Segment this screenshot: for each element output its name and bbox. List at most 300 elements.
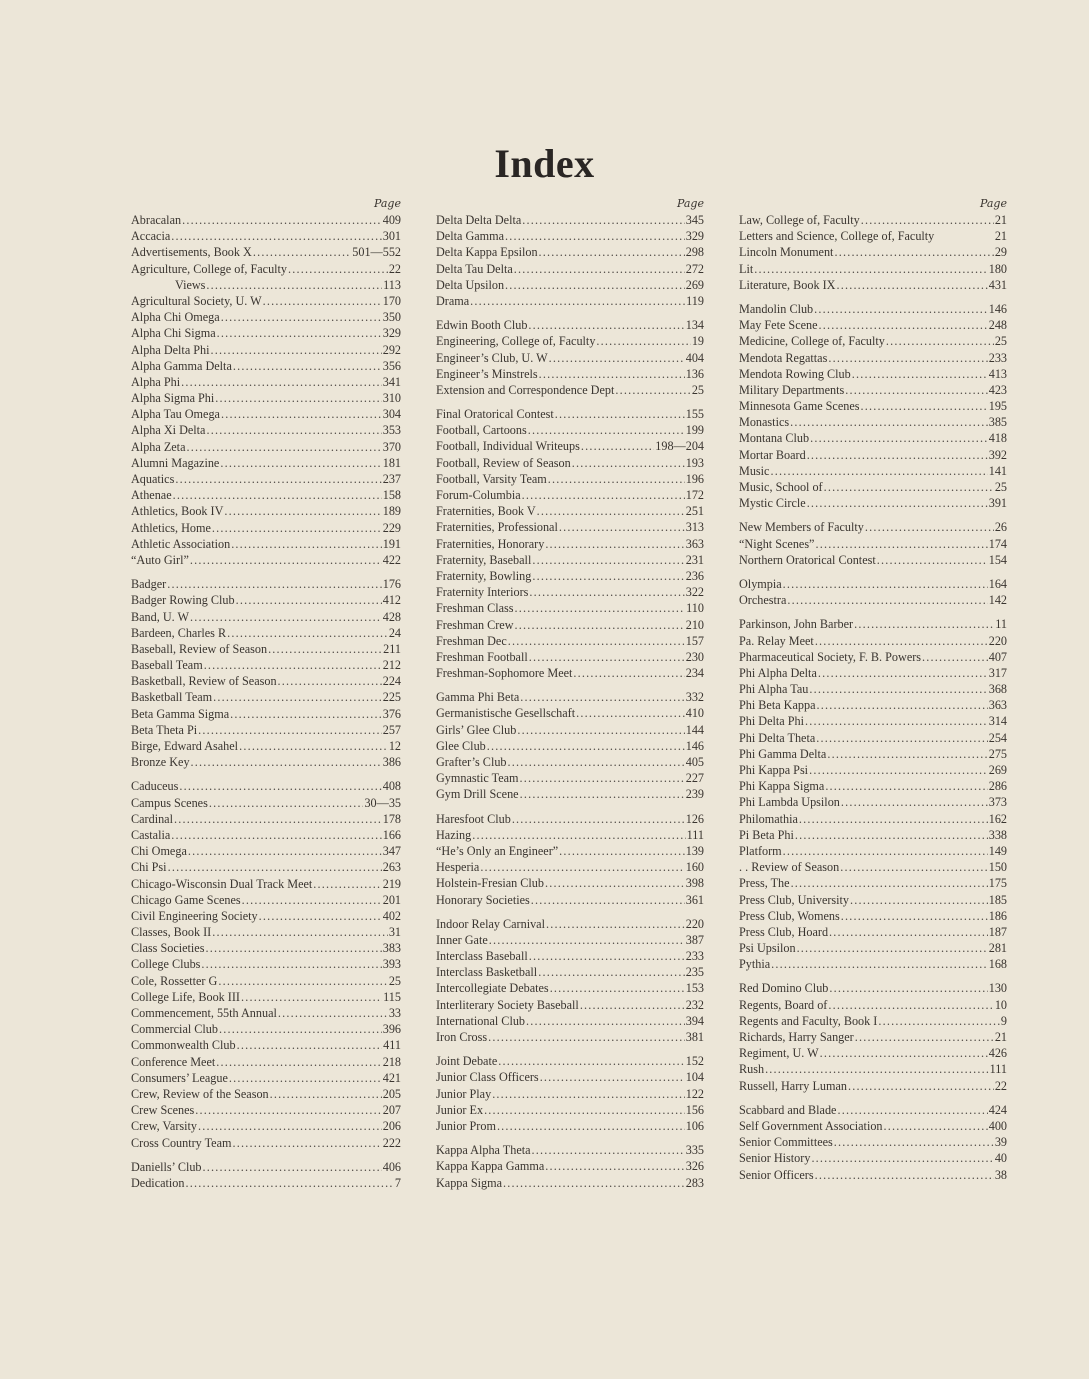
dot-leader bbox=[840, 859, 988, 875]
dot-leader bbox=[884, 1118, 988, 1134]
entry-page-number: 141 bbox=[988, 463, 1007, 478]
entry-name: Inner Gate bbox=[436, 932, 488, 947]
dot-leader bbox=[790, 414, 988, 430]
index-entry bbox=[131, 673, 401, 689]
index-entry bbox=[131, 390, 401, 406]
entry-name: Alpha Zeta bbox=[131, 439, 186, 454]
entry-name: Press Club, University bbox=[739, 892, 850, 907]
entry-name: Accacia bbox=[131, 229, 171, 244]
index-entry bbox=[436, 1069, 704, 1085]
entry-page-number: 230 bbox=[685, 649, 704, 664]
dot-leader bbox=[313, 876, 381, 892]
dot-leader bbox=[548, 471, 685, 487]
dot-leader bbox=[576, 705, 685, 721]
index-entry bbox=[739, 1134, 1007, 1150]
index-entry bbox=[131, 1118, 401, 1134]
dot-leader bbox=[497, 1118, 685, 1134]
entry-page-number: 404 bbox=[685, 350, 704, 365]
index-entry bbox=[436, 212, 704, 228]
index-entry bbox=[739, 713, 1007, 729]
dot-leader bbox=[546, 916, 685, 932]
index-entry bbox=[436, 503, 704, 519]
entry-page-number: 206 bbox=[382, 1119, 401, 1134]
dot-leader bbox=[505, 277, 685, 293]
entry-page-number: 338 bbox=[988, 827, 1007, 842]
dot-leader bbox=[861, 212, 994, 228]
entry-name: Agriculture, College of, Faculty bbox=[131, 261, 288, 276]
group-spacer bbox=[436, 309, 704, 317]
entry-page-number: 317 bbox=[988, 665, 1007, 680]
index-entry bbox=[739, 1061, 1007, 1077]
entry-page-number: 413 bbox=[988, 366, 1007, 381]
dot-leader bbox=[865, 519, 994, 535]
entry-name: Montana Club bbox=[739, 431, 810, 446]
entry-page-number: 211 bbox=[383, 641, 401, 656]
dot-leader bbox=[488, 1029, 685, 1045]
index-entry bbox=[739, 366, 1007, 382]
index-entry bbox=[131, 374, 401, 390]
entry-page-number: 407 bbox=[988, 649, 1007, 664]
index-entry bbox=[739, 1150, 1007, 1166]
dot-leader bbox=[815, 1167, 994, 1183]
index-entry bbox=[131, 892, 401, 908]
entry-name: Football, Varsity Team bbox=[436, 471, 547, 486]
entry-page-number: 22 bbox=[994, 1078, 1007, 1093]
index-entry bbox=[131, 1135, 401, 1151]
index-entry bbox=[436, 786, 704, 802]
entry-name: Bronze Key bbox=[131, 755, 190, 770]
index-entry bbox=[739, 333, 1007, 349]
entry-page-number: 345 bbox=[685, 213, 704, 227]
dot-leader bbox=[573, 665, 684, 681]
page-column-header: Page bbox=[676, 197, 704, 210]
entry-page-number: 158 bbox=[382, 488, 401, 503]
entry-page-number: 111 bbox=[686, 827, 704, 842]
dot-leader bbox=[484, 1102, 685, 1118]
entry-name: Cole, Rossetter G bbox=[131, 973, 218, 988]
entry-page-number: 283 bbox=[685, 1175, 704, 1190]
index-entry bbox=[131, 1159, 401, 1175]
entry-name: Russell, Harry Luman bbox=[739, 1078, 847, 1093]
dot-leader bbox=[168, 859, 382, 875]
index-entry bbox=[436, 1013, 704, 1029]
index-entry bbox=[739, 1102, 1007, 1118]
entry-page-number: 234 bbox=[685, 666, 704, 681]
dot-leader bbox=[219, 1021, 382, 1037]
entry-name: Fraternity Interiors bbox=[436, 585, 529, 600]
dot-leader bbox=[472, 827, 685, 843]
entry-name: Crew, Varsity bbox=[131, 1119, 198, 1134]
entry-page-number: 363 bbox=[988, 698, 1007, 713]
dot-leader bbox=[531, 892, 685, 908]
entry-page-number: 376 bbox=[382, 706, 401, 721]
index-entry bbox=[739, 430, 1007, 446]
dot-leader bbox=[855, 1029, 994, 1045]
entry-name: Parkinson, John Barber bbox=[739, 617, 854, 632]
dot-leader bbox=[278, 673, 382, 689]
entry-page-number: 426 bbox=[988, 1046, 1007, 1061]
entry-name: Junior Ex bbox=[436, 1102, 484, 1117]
entry-name: Phi Kappa Psi bbox=[739, 763, 809, 777]
entry-page-number: 106 bbox=[685, 1118, 704, 1133]
dot-leader bbox=[532, 552, 684, 568]
entry-page-number: 431 bbox=[988, 277, 1007, 292]
dot-leader bbox=[814, 301, 988, 317]
entry-name: Junior Play bbox=[436, 1086, 492, 1101]
dot-leader bbox=[805, 713, 988, 729]
entry-name: Commonwealth Club bbox=[131, 1038, 236, 1053]
entry-name: Alpha Xi Delta bbox=[131, 423, 206, 438]
index-entry bbox=[739, 519, 1007, 535]
entry-page-number: 119 bbox=[686, 293, 704, 308]
index-entry bbox=[436, 722, 704, 738]
dot-leader bbox=[815, 633, 988, 649]
index-entry bbox=[739, 463, 1007, 479]
entry-name: Fraternities, Professional bbox=[436, 520, 558, 535]
dot-leader bbox=[818, 665, 988, 681]
index-entry bbox=[436, 277, 704, 293]
index-entry bbox=[131, 1070, 401, 1086]
dot-leader bbox=[198, 722, 382, 738]
entry-name: Advertisements, Book X bbox=[131, 245, 252, 260]
entry-page-number: 424 bbox=[988, 1102, 1007, 1117]
entry-page-number: 396 bbox=[382, 1022, 401, 1037]
dot-leader bbox=[236, 592, 382, 608]
entry-name: Freshman Crew bbox=[436, 617, 514, 632]
dot-leader bbox=[227, 625, 388, 641]
entry-page-number: 170 bbox=[382, 293, 401, 308]
index-entry bbox=[131, 358, 401, 374]
entry-name: Commercial Club bbox=[131, 1022, 218, 1037]
entry-name: Press Club, Womens bbox=[739, 908, 840, 923]
index-entry bbox=[131, 552, 401, 568]
entry-name: Alpha Phi bbox=[131, 374, 181, 389]
entry-name: Gamma Phi Beta bbox=[436, 690, 520, 705]
entry-page-number: 166 bbox=[382, 827, 401, 842]
entry-page-number: 275 bbox=[988, 746, 1007, 761]
entry-page-number: 205 bbox=[382, 1086, 401, 1101]
index-entry bbox=[739, 794, 1007, 810]
entry-name: Germanistische Gesellschaft bbox=[436, 706, 576, 721]
index-entry bbox=[436, 536, 704, 552]
dot-leader bbox=[230, 706, 382, 722]
dot-leader bbox=[190, 552, 382, 568]
page-column-header: Page bbox=[373, 197, 401, 210]
entry-page-number: 40 bbox=[994, 1151, 1007, 1166]
index-entry bbox=[739, 1029, 1007, 1045]
index-entry bbox=[131, 625, 401, 641]
entry-page-number: 29 bbox=[994, 245, 1007, 260]
dot-leader bbox=[827, 746, 987, 762]
entry-page-number: 26 bbox=[994, 520, 1007, 535]
entry-page-number: 19 bbox=[691, 334, 704, 349]
dot-leader bbox=[529, 948, 685, 964]
entry-page-number: 227 bbox=[685, 771, 704, 786]
entry-name: Holstein-Fresian Club bbox=[436, 876, 544, 891]
entry-name: Badger Rowing Club bbox=[131, 593, 235, 608]
entry-page-number: 181 bbox=[382, 455, 401, 470]
entry-name: Caduceus bbox=[131, 779, 179, 794]
entry-page-number: 373 bbox=[988, 795, 1007, 810]
entry-name: Fraternity, Baseball bbox=[436, 552, 532, 567]
dot-leader bbox=[783, 576, 988, 592]
dot-leader bbox=[512, 811, 685, 827]
index-entry bbox=[739, 1045, 1007, 1061]
index-column-3 bbox=[739, 196, 1007, 1183]
index-entry bbox=[131, 576, 401, 592]
entry-name: Medicine, College of, Faculty bbox=[739, 334, 885, 349]
entry-page-number: 263 bbox=[382, 860, 401, 875]
dot-leader bbox=[182, 212, 382, 228]
entry-name: Cross Country Team bbox=[131, 1135, 232, 1150]
entry-name: Senior Committees bbox=[739, 1135, 833, 1150]
dot-leader bbox=[783, 843, 988, 859]
entry-page-number: 310 bbox=[382, 391, 401, 406]
entry-page-number: 39 bbox=[994, 1135, 1007, 1150]
entry-name: Alpha Sigma Phi bbox=[131, 391, 215, 406]
entry-name: Kappa Kappa Gamma bbox=[436, 1159, 545, 1174]
entry-page-number: 219 bbox=[382, 876, 401, 891]
dot-leader bbox=[581, 438, 654, 454]
index-entry bbox=[131, 325, 401, 341]
dot-leader bbox=[229, 1070, 382, 1086]
index-entry bbox=[131, 503, 401, 519]
index-entry bbox=[131, 722, 401, 738]
index-entry bbox=[436, 293, 704, 309]
dot-leader bbox=[204, 657, 382, 673]
dot-leader bbox=[237, 1037, 383, 1053]
entry-name: May Fete Scene bbox=[739, 318, 818, 333]
dot-leader bbox=[795, 827, 988, 843]
index-entry bbox=[739, 997, 1007, 1013]
index-entry bbox=[739, 447, 1007, 463]
entry-page-number: 149 bbox=[988, 843, 1007, 858]
entry-page-number: 198—204 bbox=[655, 439, 704, 454]
entry-page-number: 257 bbox=[382, 722, 401, 737]
index-entry bbox=[739, 665, 1007, 681]
entry-page-number: 12 bbox=[388, 739, 401, 753]
dot-leader bbox=[480, 859, 684, 875]
entry-page-number: 220 bbox=[685, 916, 704, 931]
index-entry bbox=[436, 1175, 704, 1191]
entry-name: Athletics, Book IV bbox=[131, 504, 224, 519]
index-entry bbox=[436, 980, 704, 996]
dot-leader bbox=[807, 447, 988, 463]
entry-name: Delta Kappa Epsilon bbox=[436, 245, 538, 260]
dot-leader bbox=[253, 244, 351, 260]
entry-page-number: 392 bbox=[988, 447, 1007, 462]
index-entry bbox=[739, 875, 1007, 891]
index-entry bbox=[436, 827, 704, 843]
dot-leader bbox=[231, 536, 382, 552]
entry-name: Iron Cross bbox=[436, 1030, 488, 1044]
entry-page-number: 235 bbox=[685, 965, 704, 980]
entry-name: Agricultural Society, U. W bbox=[131, 293, 262, 308]
index-entry bbox=[436, 333, 704, 349]
dot-leader bbox=[198, 1118, 382, 1134]
index-entry bbox=[436, 584, 704, 600]
dot-leader bbox=[520, 770, 685, 786]
index-column-1 bbox=[131, 196, 401, 1191]
index-entry bbox=[131, 1054, 401, 1070]
entry-page-number: 21 bbox=[994, 229, 1007, 244]
dot-leader bbox=[191, 754, 382, 770]
entry-name: Mendota Rowing Club bbox=[739, 366, 851, 381]
entry-page-number: 232 bbox=[685, 997, 704, 1012]
entry-page-number: 356 bbox=[382, 358, 401, 373]
entry-page-number: 153 bbox=[685, 981, 704, 996]
entry-page-number: 233 bbox=[988, 350, 1007, 365]
dot-leader bbox=[848, 1078, 994, 1094]
index-entries bbox=[436, 212, 704, 1191]
dot-leader bbox=[754, 261, 988, 277]
index-entry bbox=[131, 706, 401, 722]
entry-name: Delta Delta Delta bbox=[436, 213, 522, 227]
index-entry bbox=[436, 843, 704, 859]
index-entry bbox=[436, 406, 704, 422]
index-entry bbox=[739, 1118, 1007, 1134]
dot-leader bbox=[545, 875, 685, 891]
dot-leader bbox=[828, 997, 993, 1013]
entry-page-number: 33 bbox=[388, 1006, 401, 1020]
entry-name: Regents, Board of bbox=[739, 997, 828, 1012]
dot-leader bbox=[186, 439, 381, 455]
index-entry bbox=[436, 875, 704, 891]
entry-page-number: 11 bbox=[995, 617, 1007, 632]
entry-name: Monastics bbox=[739, 415, 790, 430]
dot-leader bbox=[209, 795, 364, 811]
entry-name: Crew Scenes bbox=[131, 1103, 195, 1118]
group-spacer bbox=[739, 568, 1007, 576]
index-entry bbox=[739, 908, 1007, 924]
entry-page-number: 406 bbox=[382, 1159, 401, 1174]
entry-name: Press Club, Hoard bbox=[739, 924, 829, 939]
entry-page-number: 347 bbox=[382, 844, 401, 859]
dot-leader bbox=[203, 1159, 382, 1175]
index-entry bbox=[131, 342, 401, 358]
dot-leader bbox=[522, 487, 685, 503]
entry-page-number: 193 bbox=[685, 455, 704, 470]
entry-page-number: 386 bbox=[382, 755, 401, 770]
dot-leader bbox=[206, 422, 381, 438]
index-entry bbox=[739, 317, 1007, 333]
index-entry bbox=[131, 471, 401, 487]
dot-leader bbox=[520, 786, 685, 802]
entry-name: Junior Class Officers bbox=[436, 1070, 539, 1085]
entry-page-number: 393 bbox=[382, 957, 401, 972]
entry-page-number: 233 bbox=[685, 949, 704, 964]
index-entry bbox=[436, 633, 704, 649]
entry-page-number: 370 bbox=[382, 439, 401, 454]
entry-name: Beta Gamma Sigma bbox=[131, 706, 230, 721]
index-entry bbox=[131, 293, 401, 309]
entry-name: Girls’ Glee Club bbox=[436, 722, 517, 737]
dot-leader bbox=[765, 1061, 989, 1077]
index-entry bbox=[436, 350, 704, 366]
entry-page-number: 421 bbox=[382, 1070, 401, 1085]
dot-leader bbox=[791, 875, 988, 891]
entry-page-number: 172 bbox=[685, 488, 704, 502]
index-entry bbox=[131, 520, 401, 536]
index-entry bbox=[436, 754, 704, 770]
entry-page-number: 428 bbox=[382, 609, 401, 624]
entry-name: Lincoln Monument bbox=[739, 245, 834, 260]
entry-page-number: 111 bbox=[989, 1062, 1007, 1077]
index-entry bbox=[436, 665, 704, 681]
entry-page-number: 398 bbox=[685, 876, 704, 891]
group-spacer bbox=[436, 1045, 704, 1053]
entry-name: Hazing bbox=[436, 827, 472, 842]
dot-leader bbox=[470, 293, 685, 309]
dot-leader bbox=[550, 980, 685, 996]
entry-page-number: 222 bbox=[382, 1135, 401, 1150]
dot-leader bbox=[212, 520, 382, 536]
entry-name: Pi Beta Phi bbox=[739, 827, 794, 842]
group-spacer bbox=[436, 398, 704, 406]
entry-name: Castalia bbox=[131, 827, 171, 842]
group-spacer bbox=[436, 908, 704, 916]
dot-leader bbox=[829, 924, 988, 940]
entry-name: Beta Theta Pi bbox=[131, 722, 198, 737]
entry-page-number: 314 bbox=[988, 714, 1007, 729]
entry-page-number: 341 bbox=[382, 374, 401, 389]
entry-name: Pharmaceutical Society, F. B. Powers bbox=[739, 649, 922, 664]
dot-leader bbox=[288, 261, 388, 277]
entry-name: Daniells’ Club bbox=[131, 1159, 202, 1174]
index-entry bbox=[436, 487, 704, 503]
dot-leader bbox=[508, 754, 685, 770]
entry-page-number: 269 bbox=[685, 277, 704, 292]
dot-leader bbox=[825, 778, 987, 794]
entry-name: Mortar Board bbox=[739, 447, 806, 462]
index-entry bbox=[436, 382, 704, 398]
entry-page-number: 175 bbox=[988, 876, 1007, 891]
index-entry bbox=[131, 657, 401, 673]
index-entry bbox=[436, 859, 704, 875]
entry-page-number: 38 bbox=[994, 1167, 1007, 1182]
entry-page-number: 25 bbox=[691, 382, 704, 397]
dot-leader bbox=[545, 536, 684, 552]
entry-page-number: 402 bbox=[382, 908, 401, 923]
entry-name: Bardeen, Charles R bbox=[131, 625, 227, 640]
index-entry bbox=[739, 277, 1007, 293]
dot-leader bbox=[179, 778, 381, 794]
entry-page-number: 152 bbox=[685, 1054, 704, 1069]
entry-name: Engineer’s Minstrels bbox=[436, 366, 538, 381]
dot-leader bbox=[514, 261, 685, 277]
entry-name: New Members of Faculty bbox=[739, 520, 864, 535]
index-entry bbox=[436, 916, 704, 932]
entry-name: Phi Delta Phi bbox=[739, 714, 805, 729]
index-entry bbox=[131, 309, 401, 325]
entry-name: Self Government Association bbox=[739, 1118, 883, 1133]
entry-page-number: 411 bbox=[383, 1038, 401, 1053]
dot-leader bbox=[559, 519, 685, 535]
dot-leader bbox=[190, 609, 382, 625]
entry-name: Alpha Gamma Delta bbox=[131, 358, 232, 373]
index-entry bbox=[739, 859, 1007, 875]
entry-name: Literature, Book IX bbox=[739, 277, 836, 292]
dot-leader bbox=[489, 932, 685, 948]
index-entry bbox=[131, 778, 401, 794]
index-entry bbox=[131, 940, 401, 956]
page-title: Index bbox=[494, 141, 595, 186]
entry-name: Philomathia bbox=[739, 811, 798, 826]
index-entry bbox=[436, 228, 704, 244]
entry-page-number: 329 bbox=[382, 326, 401, 341]
dot-leader bbox=[185, 1175, 393, 1191]
entry-name: Chicago Game Scenes bbox=[131, 892, 241, 907]
